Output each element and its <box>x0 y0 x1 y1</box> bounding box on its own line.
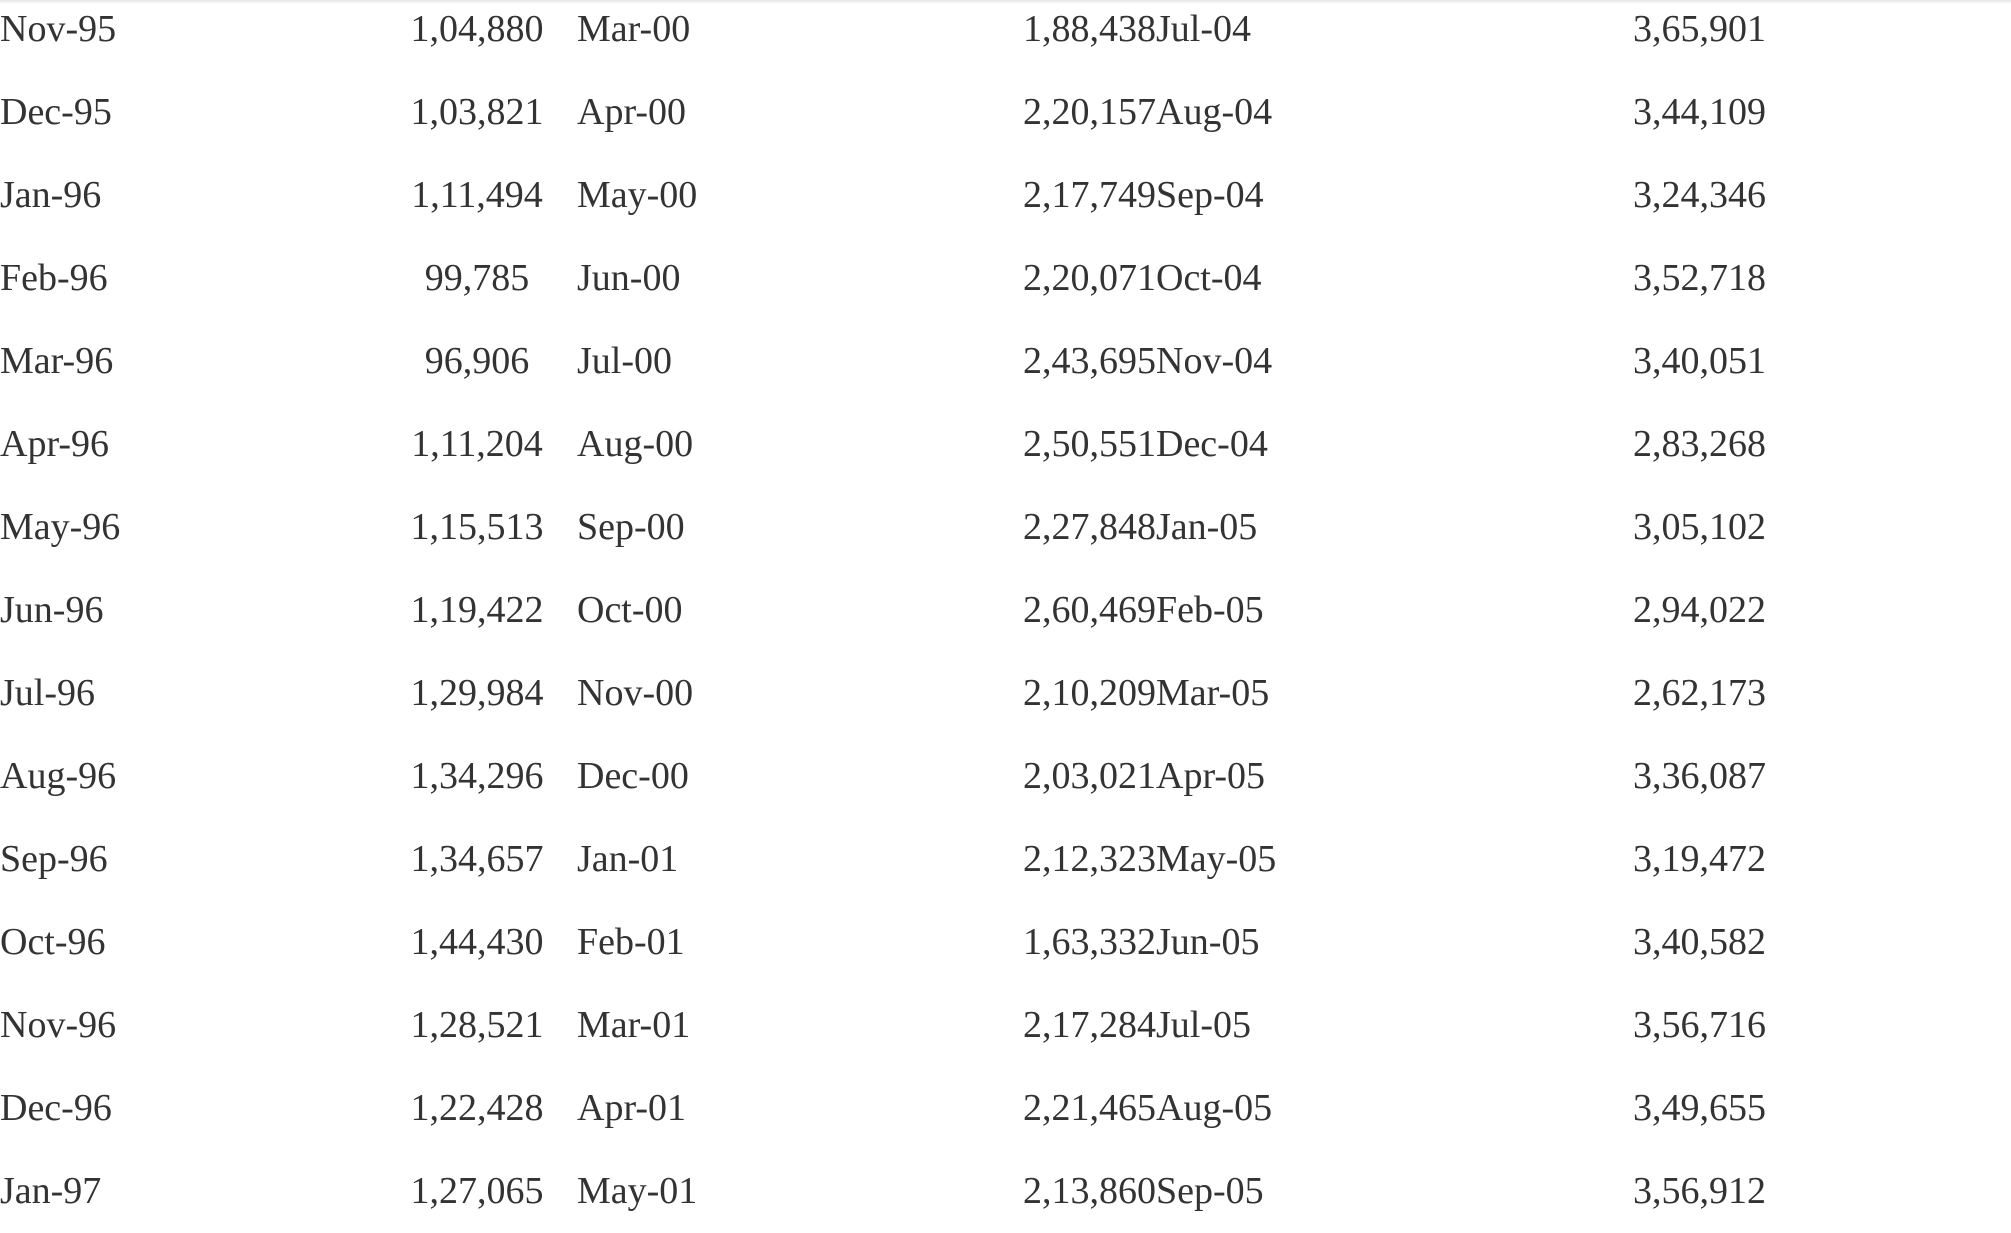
table-row <box>0 1067 2011 1150</box>
month-cell: Nov-95 <box>0 8 117 50</box>
spacer-cell <box>1766 403 2011 486</box>
month-cell: Aug-96 <box>0 755 117 797</box>
month-cell: May-96 <box>0 506 121 548</box>
value-cell: 3,05,102 <box>1633 506 1766 548</box>
month-cell: Mar-00 <box>577 8 691 50</box>
spacer-cell <box>1766 1150 2011 1233</box>
table-row <box>0 71 2011 154</box>
value-cell: 3,44,109 <box>1633 91 1766 133</box>
month-cell: Mar-96 <box>0 340 114 382</box>
month-cell: Sep-96 <box>0 838 108 880</box>
month-cell: Dec-96 <box>0 1087 112 1129</box>
month-cell: Nov-04 <box>1156 340 1273 382</box>
value-cell: 2,62,173 <box>1633 672 1766 714</box>
value-cell: 3,56,716 <box>1633 1004 1766 1046</box>
table-row <box>0 735 2011 818</box>
value-cell: 1,88,438 <box>1023 8 1156 50</box>
spacer-cell <box>1766 0 2011 71</box>
value-cell: 2,03,021 <box>1023 755 1156 797</box>
value-cell: 2,20,071 <box>1023 257 1156 299</box>
value-cell: 1,29,984 <box>410 672 544 714</box>
value-cell: 3,40,582 <box>1633 921 1766 963</box>
month-cell: Jun-96 <box>0 589 104 631</box>
month-cell: Jan-05 <box>1156 506 1258 548</box>
value-cell: 3,56,912 <box>1633 1170 1766 1212</box>
spacer-cell <box>1766 569 2011 652</box>
value-cell: 2,94,022 <box>1633 589 1766 631</box>
value-cell: 1,04,880 <box>410 8 544 50</box>
value-cell: 1,11,494 <box>411 174 543 216</box>
month-cell: Mar-01 <box>577 1004 691 1046</box>
value-cell: 1,34,657 <box>410 838 544 880</box>
month-cell: Oct-04 <box>1156 257 1262 299</box>
table-row <box>0 818 2011 901</box>
value-cell: 2,20,157 <box>1023 91 1156 133</box>
spacer-cell <box>1766 237 2011 320</box>
value-cell: 2,50,551 <box>1023 423 1156 465</box>
value-cell: 2,43,695 <box>1023 340 1156 382</box>
month-cell: Nov-00 <box>577 672 694 714</box>
value-cell: 2,83,268 <box>1633 423 1766 465</box>
spacer-cell <box>1766 1067 2011 1150</box>
spacer-cell <box>1766 901 2011 984</box>
month-cell: Jul-04 <box>1156 8 1251 50</box>
month-cell: Jan-96 <box>0 174 102 216</box>
value-cell: 1,19,422 <box>410 589 544 631</box>
value-cell: 2,13,860 <box>1023 1170 1156 1212</box>
month-cell: Feb-05 <box>1156 589 1264 631</box>
month-cell: May-05 <box>1156 838 1277 880</box>
spacer-cell <box>1766 320 2011 403</box>
value-cell: 1,15,513 <box>410 506 544 548</box>
month-cell: Sep-00 <box>577 506 685 548</box>
table-row <box>0 1150 2011 1233</box>
table-row <box>0 154 2011 237</box>
spacer-cell <box>1766 735 2011 818</box>
value-cell: 2,17,749 <box>1023 174 1156 216</box>
month-cell: Jan-97 <box>0 1170 102 1212</box>
month-cell: Jun-00 <box>577 257 681 299</box>
month-cell: Jun-05 <box>1156 921 1260 963</box>
value-cell: 1,27,065 <box>410 1170 544 1212</box>
spacer-cell <box>1766 652 2011 735</box>
value-cell: 3,65,901 <box>1633 8 1766 50</box>
table-row <box>0 0 2011 71</box>
value-cell: 96,906 <box>424 340 530 382</box>
value-cell: 2,10,209 <box>1023 672 1156 714</box>
value-cell: 3,24,346 <box>1633 174 1766 216</box>
table-row <box>0 984 2011 1067</box>
value-cell: 2,27,848 <box>1023 506 1156 548</box>
month-cell: Dec-04 <box>1156 423 1268 465</box>
month-cell: Aug-05 <box>1156 1087 1273 1129</box>
value-cell: 3,40,051 <box>1633 340 1766 382</box>
month-cell: May-01 <box>577 1170 698 1212</box>
value-cell: 3,52,718 <box>1633 257 1766 299</box>
month-cell: Jul-96 <box>0 672 95 714</box>
month-cell: Sep-05 <box>1156 1170 1264 1212</box>
month-cell: Jul-00 <box>577 340 672 382</box>
month-cell: Nov-96 <box>0 1004 117 1046</box>
value-cell: 3,49,655 <box>1633 1087 1766 1129</box>
month-cell: May-00 <box>577 174 698 216</box>
month-cell: Jul-05 <box>1156 1004 1251 1046</box>
value-cell: 1,63,332 <box>1023 921 1156 963</box>
month-cell: Sep-04 <box>1156 174 1264 216</box>
value-cell: 1,34,296 <box>410 755 544 797</box>
month-cell: Apr-96 <box>0 423 109 465</box>
table-row <box>0 901 2011 984</box>
table-row <box>0 320 2011 403</box>
value-cell: 2,60,469 <box>1023 589 1156 631</box>
table-row <box>0 403 2011 486</box>
value-cell: 2,12,323 <box>1023 838 1156 880</box>
spacer-cell <box>1766 818 2011 901</box>
value-cell: 3,36,087 <box>1633 755 1766 797</box>
month-cell: Aug-00 <box>577 423 694 465</box>
spacer-cell <box>1766 486 2011 569</box>
month-cell: Apr-00 <box>577 91 686 133</box>
table-row <box>0 569 2011 652</box>
month-cell: Jan-01 <box>577 838 679 880</box>
month-cell: Apr-05 <box>1156 755 1265 797</box>
value-cell: 1,44,430 <box>410 921 544 963</box>
month-cell: Mar-05 <box>1156 672 1270 714</box>
table-row <box>0 652 2011 735</box>
month-cell: Apr-01 <box>577 1087 686 1129</box>
value-cell: 2,17,284 <box>1023 1004 1156 1046</box>
month-cell: Feb-01 <box>577 921 685 963</box>
month-cell: Dec-00 <box>577 755 689 797</box>
table-row <box>0 237 2011 320</box>
value-cell: 99,785 <box>424 257 530 299</box>
spacer-cell <box>1766 154 2011 237</box>
table-row <box>0 486 2011 569</box>
value-cell: 1,11,204 <box>411 423 543 465</box>
month-cell: Oct-00 <box>577 589 683 631</box>
value-cell: 1,03,821 <box>410 91 544 133</box>
spacer-cell <box>1766 71 2011 154</box>
value-cell: 1,22,428 <box>410 1087 544 1129</box>
month-cell: Oct-96 <box>0 921 106 963</box>
value-cell: 3,19,472 <box>1633 838 1766 880</box>
value-cell: 1,28,521 <box>410 1004 544 1046</box>
spacer-cell <box>1766 984 2011 1067</box>
month-cell: Feb-96 <box>0 257 108 299</box>
month-cell: Aug-04 <box>1156 91 1273 133</box>
value-cell: 2,21,465 <box>1023 1087 1156 1129</box>
month-cell: Dec-95 <box>0 91 112 133</box>
